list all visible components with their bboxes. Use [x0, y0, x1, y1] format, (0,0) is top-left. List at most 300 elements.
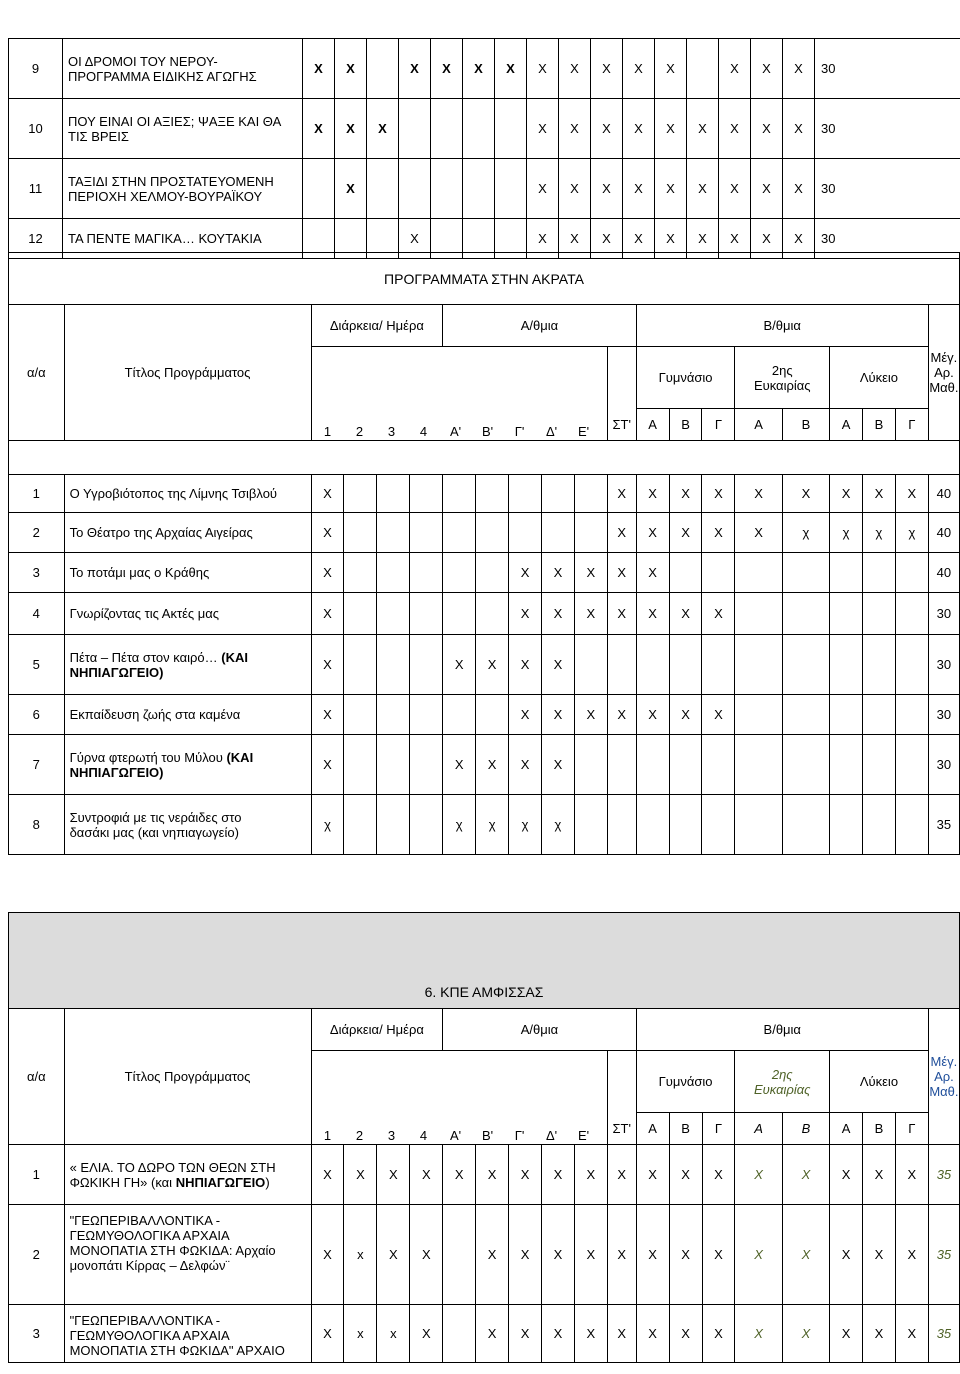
mark-cell: Χ: [607, 1145, 636, 1205]
title-line: ΜΟΝΟΠΑΤΙΑ ΣΤΗ ΦΩΚΙΔΑ: Αρχαίο: [69, 1243, 276, 1258]
mark-cell: Χ: [655, 39, 687, 99]
mark-cell: Χ: [863, 1145, 896, 1205]
mark-cell: [895, 635, 928, 695]
title-line: [70, 650, 311, 665]
mark-cell: [607, 735, 636, 795]
table-row: [9, 159, 960, 219]
mark-cell: Χ: [509, 553, 542, 593]
program-title: [64, 593, 311, 635]
header-second-chance-line: Ευκαιρίας: [753, 1081, 811, 1097]
mark-cell: χ: [311, 795, 344, 855]
mark-cell: Χ: [702, 513, 735, 553]
mark-cell: [702, 635, 735, 695]
mark-cell: Χ: [655, 219, 687, 259]
mark-cell: Χ: [895, 1145, 928, 1205]
mark-cell: [367, 39, 399, 99]
mark-cell: [410, 795, 443, 855]
mark-cell: Χ: [636, 475, 669, 513]
mark-cell: Χ: [476, 1205, 509, 1305]
header-sublabel: Β: [669, 1113, 702, 1145]
mark-cell: [541, 475, 574, 513]
mark-cell: Χ: [862, 475, 895, 513]
mark-cell: [702, 795, 735, 855]
header-lyceum: Λύκειο: [830, 347, 929, 409]
mark-cell: Χ: [574, 1205, 607, 1305]
mark-cell: Χ: [527, 159, 559, 219]
mark-cell: Χ: [559, 159, 591, 219]
mark-cell: Χ: [783, 159, 815, 219]
header-sublabel: 2: [355, 1128, 364, 1143]
mark-cell: [509, 513, 542, 553]
title-line: Εκπαίδευση ζωής στα καμένα: [69, 707, 241, 722]
mark-cell: Χ: [636, 1145, 669, 1205]
title-line: "ΓΕΩΠΕΡΙΒΑΛΛΟΝΤΙΚΑ -: [69, 1313, 221, 1328]
mark-cell: [862, 735, 895, 795]
mark-cell: [782, 795, 829, 855]
mark-cell: [574, 475, 607, 513]
mark-cell: Χ: [623, 219, 655, 259]
mark-cell: [410, 513, 443, 553]
max-students: 30: [928, 635, 959, 695]
header-sublabel: 3: [387, 424, 396, 439]
header-row: [9, 1009, 960, 1051]
header-aa: α/α: [9, 1009, 65, 1145]
title-line: ΓΕΩΜΥΘΟΛΟΓΙΚΑ ΑΡΧΑΙΑ: [69, 1328, 230, 1343]
header-st: [607, 347, 636, 441]
header-sublabel: Β: [862, 409, 895, 441]
mark-cell: Χ: [669, 475, 702, 513]
header-blank: [311, 1051, 607, 1145]
mark-cell: Χ: [476, 735, 509, 795]
mark-cell: Χ: [443, 735, 476, 795]
spacer-row: [9, 441, 960, 475]
title-line: δασάκι μας (και νηπιαγωγείο): [69, 824, 239, 840]
mark-cell: Χ: [830, 1305, 863, 1363]
header-st-label: ΣΤ': [612, 417, 631, 432]
title-line: Το Θέατρο της Αρχαίας Αιγείρας: [69, 525, 253, 540]
mark-cell: Χ: [377, 1205, 410, 1305]
mark-cell: [574, 735, 607, 795]
title-bold: (ΚΑΙ: [226, 749, 254, 765]
mark-cell: [636, 795, 669, 855]
header-max-line: Αρ.: [934, 1069, 954, 1084]
mark-cell: Χ: [509, 1305, 542, 1363]
spacer-row: [9, 855, 960, 873]
mark-cell: Χ: [719, 99, 751, 159]
max-students: 30: [928, 593, 959, 635]
title-bold: ΝΗΠΙΑΓΩΓΕΙΟ: [175, 1174, 266, 1190]
mark-cell: Χ: [335, 39, 367, 99]
mark-cell: [574, 635, 607, 695]
mark-cell: [607, 795, 636, 855]
header-sublabels: [312, 424, 607, 439]
header-sublabel: Ε': [577, 1128, 590, 1143]
mark-cell: [443, 1205, 476, 1305]
title-line: "ΓΕΩΠΕΡΙΒΑΛΛΟΝΤΙΚΑ -: [69, 1213, 221, 1228]
mark-cell: χ: [541, 795, 574, 855]
row-number: 6: [9, 695, 65, 735]
mark-cell: Χ: [607, 695, 636, 735]
program-title: [63, 39, 303, 99]
mark-cell: Χ: [783, 99, 815, 159]
mark-cell: x: [377, 1305, 410, 1363]
mark-cell: Χ: [702, 1145, 735, 1205]
mark-cell: [344, 695, 377, 735]
mark-cell: Χ: [410, 1305, 443, 1363]
title-text: ): [265, 1174, 270, 1190]
header-st-label: ΣΤ': [612, 1121, 631, 1136]
program-title: [64, 553, 311, 593]
table-row: [9, 695, 960, 735]
mark-cell: Χ: [509, 593, 542, 635]
mark-cell: [344, 635, 377, 695]
mark-cell: Χ: [702, 695, 735, 735]
mark-cell: Χ: [735, 513, 782, 553]
mark-cell: Χ: [335, 159, 367, 219]
header-sublabel: Α: [735, 409, 782, 441]
header-sublabel: Β: [863, 1113, 896, 1145]
mark-cell: Χ: [495, 39, 527, 99]
header-blank: [311, 347, 607, 441]
spacer: [9, 855, 960, 873]
mark-cell: [636, 735, 669, 795]
mark-cell: [377, 695, 410, 735]
table-row: [9, 635, 960, 695]
row-number: 1: [9, 1145, 65, 1205]
header-sublabel: Ε': [577, 424, 590, 439]
mark-cell: Χ: [509, 735, 542, 795]
max-students: 30: [928, 695, 959, 735]
mark-cell: χ: [895, 513, 928, 553]
title-line: ΠΡΟΓΡΑΜΜΑ ΕΙΔΙΚΗΣ ΑΓΩΓΗΣ: [68, 68, 257, 84]
mark-cell: [702, 735, 735, 795]
mark-cell: Χ: [735, 1205, 782, 1305]
mark-cell: [344, 513, 377, 553]
mark-cell: Χ: [311, 475, 344, 513]
mark-cell: [895, 695, 928, 735]
header-sublabel: Γ': [514, 424, 525, 439]
header-primary: Α/θμια: [443, 305, 636, 347]
mark-cell: Χ: [702, 1305, 735, 1363]
mark-cell: Χ: [527, 219, 559, 259]
mark-cell: Χ: [541, 553, 574, 593]
mark-cell: [862, 553, 895, 593]
mark-cell: χ: [509, 795, 542, 855]
mark-cell: Χ: [431, 39, 463, 99]
title-text: Πέτα – Πέτα στον καιρό…: [69, 649, 222, 665]
mark-cell: χ: [476, 795, 509, 855]
mark-cell: Χ: [311, 635, 344, 695]
mark-cell: [410, 695, 443, 735]
mark-cell: Χ: [782, 1145, 829, 1205]
header-max-line: Μέγ.: [930, 1054, 958, 1069]
header-max-line: Μαθ.: [929, 1084, 959, 1099]
header-sublabel: Γ': [514, 1128, 525, 1143]
mark-cell: Χ: [377, 1145, 410, 1205]
mark-cell: [377, 513, 410, 553]
mark-cell: Χ: [541, 695, 574, 735]
header-sublabel: Β': [481, 424, 494, 439]
max-students: 30: [815, 39, 960, 99]
mark-cell: Χ: [303, 39, 335, 99]
header-sublabel: Γ: [895, 409, 928, 441]
mark-cell: [443, 1305, 476, 1363]
mark-cell: [669, 553, 702, 593]
mark-cell: Χ: [443, 1145, 476, 1205]
header-second-chance: [735, 1051, 830, 1113]
mark-cell: [830, 695, 863, 735]
mark-cell: [410, 735, 443, 795]
title-line: [70, 750, 311, 765]
mark-cell: Χ: [751, 159, 783, 219]
mark-cell: Χ: [509, 1145, 542, 1205]
max-students: 35: [928, 1205, 959, 1305]
program-title: [64, 795, 311, 855]
header-sublabel: 1: [323, 424, 332, 439]
mark-cell: [735, 635, 782, 695]
mark-cell: [476, 513, 509, 553]
mark-cell: Χ: [344, 1145, 377, 1205]
mark-cell: Χ: [303, 99, 335, 159]
mark-cell: Χ: [607, 553, 636, 593]
header-max-line: Μαθ.: [929, 380, 959, 395]
mark-cell: [377, 635, 410, 695]
mark-cell: Χ: [574, 695, 607, 735]
mark-cell: [735, 735, 782, 795]
table-row: [9, 513, 960, 553]
row-number: 12: [9, 219, 63, 259]
header-secondary: Β/θμια: [636, 305, 928, 347]
header-second-chance: [735, 347, 830, 409]
mark-cell: Χ: [636, 1305, 669, 1363]
mark-cell: Χ: [476, 635, 509, 695]
title-line: ΝΗΠΙΑΓΩΓΕΙΟ): [69, 664, 164, 680]
mark-cell: Χ: [559, 39, 591, 99]
mark-cell: [830, 593, 863, 635]
header-max: [928, 1009, 959, 1145]
mark-cell: Χ: [895, 475, 928, 513]
max-students: 35: [928, 1305, 959, 1363]
mark-cell: [862, 695, 895, 735]
title-line: Ο Υγροβιότοπος της Λίμνης Τσιβλού: [69, 486, 278, 501]
mark-cell: [443, 475, 476, 513]
mark-cell: Χ: [607, 1205, 636, 1305]
mark-cell: [782, 735, 829, 795]
mark-cell: Χ: [623, 39, 655, 99]
header-duration: Διάρκεια/ Ημέρα: [311, 305, 443, 347]
table-row: [9, 553, 960, 593]
title-line: Γνωρίζοντας τις Ακτές μας: [69, 606, 220, 621]
max-students: 40: [928, 553, 959, 593]
row-number: 9: [9, 39, 63, 99]
mark-cell: Χ: [687, 219, 719, 259]
header-second-chance-line: 2ης: [771, 1066, 793, 1082]
mark-cell: Χ: [607, 475, 636, 513]
mark-cell: Χ: [636, 593, 669, 635]
mark-cell: Χ: [410, 1145, 443, 1205]
mark-cell: [431, 99, 463, 159]
mark-cell: Χ: [669, 593, 702, 635]
mark-cell: Χ: [636, 1205, 669, 1305]
mark-cell: [782, 635, 829, 695]
mark-cell: χ: [830, 513, 863, 553]
header-sublabels: [312, 1128, 607, 1143]
mark-cell: Χ: [636, 513, 669, 553]
mark-cell: [830, 735, 863, 795]
mark-cell: [410, 553, 443, 593]
mark-cell: [895, 553, 928, 593]
table-row: [9, 1145, 960, 1205]
mark-cell: Χ: [607, 593, 636, 635]
mark-cell: Χ: [719, 219, 751, 259]
mark-cell: χ: [782, 513, 829, 553]
mark-cell: x: [344, 1205, 377, 1305]
mark-cell: Χ: [655, 159, 687, 219]
mark-cell: [830, 795, 863, 855]
header-title: Τίτλος Προγράμματος: [64, 305, 311, 441]
mark-cell: Χ: [399, 219, 431, 259]
header-gymnasium: Γυμνάσιο: [636, 347, 735, 409]
mark-cell: Χ: [830, 475, 863, 513]
program-title: [64, 513, 311, 553]
mark-cell: [735, 695, 782, 735]
row-number: 1: [9, 475, 65, 513]
table-row: [9, 593, 960, 635]
mark-cell: Χ: [669, 513, 702, 553]
header-max: [928, 305, 959, 441]
row-number: 3: [9, 553, 65, 593]
mark-cell: Χ: [735, 475, 782, 513]
header-secondary: Β/θμια: [636, 1009, 928, 1051]
header-second-chance-line: 2ης: [771, 362, 793, 378]
mark-cell: [830, 635, 863, 695]
header-sublabel: Α: [735, 1113, 782, 1145]
mark-cell: [476, 695, 509, 735]
header-sublabel: Β: [782, 1113, 829, 1145]
title-line: ΜΟΝΟΠΑΤΙΑ ΣΤΗ ΦΩΚΙΔΑ" ΑΡΧΑΙΟ: [69, 1343, 285, 1358]
mark-cell: Χ: [541, 635, 574, 695]
program-title: [64, 1205, 311, 1305]
mark-cell: [463, 159, 495, 219]
mark-cell: [377, 795, 410, 855]
mark-cell: [344, 735, 377, 795]
program-title: [64, 1305, 311, 1363]
table-row: [9, 99, 960, 159]
mark-cell: [509, 475, 542, 513]
mark-cell: Χ: [895, 1205, 928, 1305]
mark-cell: Χ: [335, 99, 367, 159]
mark-cell: [669, 635, 702, 695]
row-number: 5: [9, 635, 65, 695]
program-title: [64, 695, 311, 735]
spacer: [9, 441, 960, 475]
title-text: Γύρνα φτερωτή του Μύλου: [69, 749, 227, 765]
mark-cell: Χ: [574, 553, 607, 593]
header-max-line: Αρ.: [934, 365, 954, 380]
mark-cell: Χ: [623, 159, 655, 219]
mark-cell: Χ: [410, 1205, 443, 1305]
mark-cell: Χ: [542, 1145, 575, 1205]
mark-cell: [476, 593, 509, 635]
mark-cell: Χ: [443, 635, 476, 695]
header-sublabel: Β: [669, 409, 702, 441]
header-st: [607, 1051, 636, 1145]
mark-cell: Χ: [607, 513, 636, 553]
mark-cell: Χ: [476, 1305, 509, 1363]
mark-cell: Χ: [527, 99, 559, 159]
mark-cell: Χ: [591, 159, 623, 219]
title-line: ΤΑΞΙΔΙ ΣΤΗΝ ΠΡΟΣΤΑΤΕΥΟΜΕΝΗ: [68, 173, 274, 189]
mark-cell: Χ: [751, 219, 783, 259]
mark-cell: Χ: [311, 1145, 344, 1205]
mark-cell: Χ: [782, 475, 829, 513]
mark-cell: Χ: [591, 99, 623, 159]
mark-cell: Χ: [476, 1145, 509, 1205]
mark-cell: [344, 593, 377, 635]
mark-cell: [495, 99, 527, 159]
max-students: 40: [928, 513, 959, 553]
mark-cell: Χ: [735, 1145, 782, 1205]
mark-cell: Χ: [782, 1305, 829, 1363]
title-line: « ΕΛΙΑ. ΤΟ ΔΩΡΟ ΤΩΝ ΘΕΩΝ ΣΤΗ: [69, 1159, 276, 1175]
title-line: ΤΙΣ ΒΡΕΙΣ: [68, 128, 129, 144]
mark-cell: [443, 553, 476, 593]
header-second-chance-line: Ευκαιρίας: [753, 377, 811, 393]
mark-cell: [895, 795, 928, 855]
section-title: ΠΡΟΓΡΑΜΜΑΤΑ ΣΤΗΝ ΑΚΡΑΤΑ: [9, 253, 960, 305]
mark-cell: Χ: [527, 39, 559, 99]
mark-cell: Χ: [591, 39, 623, 99]
header-lyceum: Λύκειο: [830, 1051, 929, 1113]
mark-cell: Χ: [542, 1305, 575, 1363]
mark-cell: [410, 593, 443, 635]
header-sublabel: Β': [481, 1128, 494, 1143]
mark-cell: Χ: [751, 39, 783, 99]
mark-cell: Χ: [669, 1305, 702, 1363]
mark-cell: [862, 795, 895, 855]
header-sublabel: Α: [636, 1113, 669, 1145]
mark-cell: Χ: [751, 99, 783, 159]
mark-cell: Χ: [702, 1205, 735, 1305]
mark-cell: Χ: [509, 1205, 542, 1305]
max-students: 35: [928, 1145, 959, 1205]
mark-cell: Χ: [830, 1145, 863, 1205]
mark-cell: Χ: [655, 99, 687, 159]
header-primary: Α/θμια: [443, 1009, 636, 1051]
header-sublabel: Γ: [895, 1113, 928, 1145]
mark-cell: [377, 553, 410, 593]
mark-cell: Χ: [311, 1205, 344, 1305]
program-title: [64, 735, 311, 795]
title-line: ΓΕΩΜΥΘΟΛΟΓΙΚΑ ΑΡΧΑΙΑ: [69, 1228, 230, 1243]
header-sublabel: Δ': [545, 1128, 558, 1143]
mark-cell: [303, 159, 335, 219]
mark-cell: [443, 695, 476, 735]
title-line: μονοπάτι Κίρρας – Δελφών¨: [69, 1258, 230, 1273]
table-row: [9, 795, 960, 855]
header-sublabel: 2: [355, 424, 364, 439]
mark-cell: Χ: [311, 1305, 344, 1363]
header-sublabel: 4: [419, 424, 428, 439]
mark-cell: Χ: [311, 553, 344, 593]
max-students: 30: [815, 99, 960, 159]
mark-cell: Χ: [669, 1145, 702, 1205]
mark-cell: [895, 735, 928, 795]
mark-cell: [476, 553, 509, 593]
mark-cell: Χ: [559, 219, 591, 259]
mark-cell: [399, 159, 431, 219]
mark-cell: Χ: [830, 1205, 863, 1305]
